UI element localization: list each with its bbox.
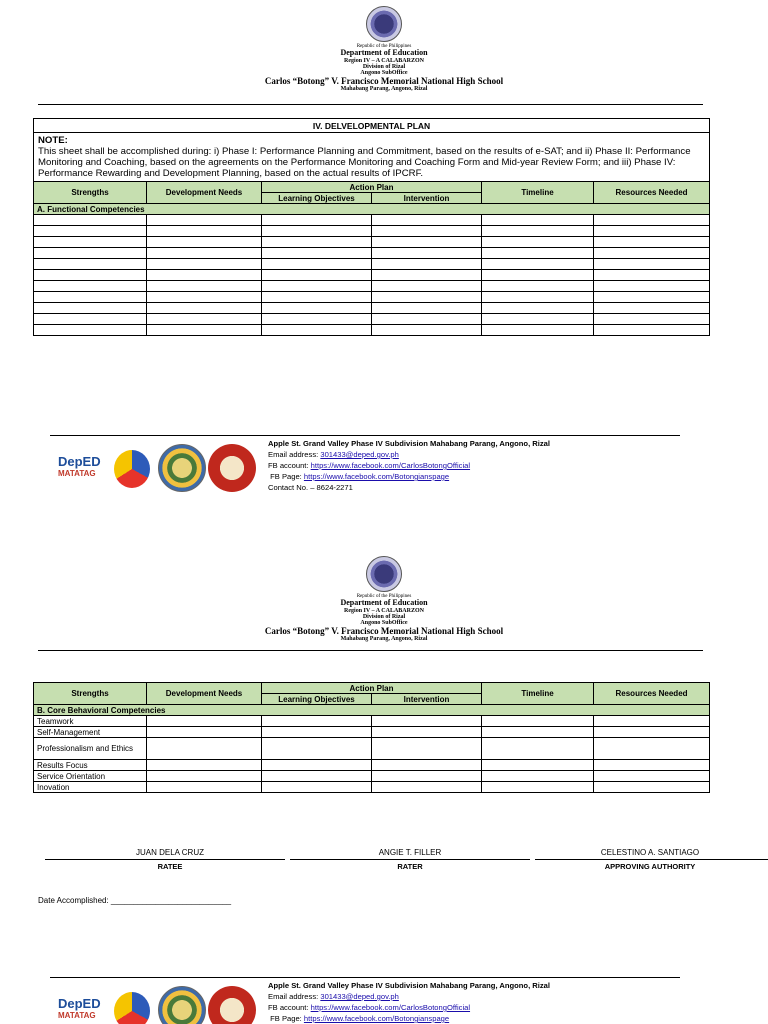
- letterhead: [0, 6, 768, 92]
- ratee-line: [45, 859, 285, 860]
- table-row: [34, 760, 710, 771]
- competency-label: Inovation: [34, 782, 147, 793]
- fb-account-label: FB account:: [268, 1003, 311, 1012]
- section-functional: A. Functional Competencies: [34, 204, 710, 215]
- footer: [50, 438, 690, 508]
- cell[interactable]: [262, 325, 372, 336]
- cell[interactable]: [482, 771, 594, 782]
- competency-label: Professionalism and Ethics: [34, 738, 147, 760]
- rater-role-block: [310, 862, 510, 871]
- cell[interactable]: [482, 259, 594, 270]
- cell[interactable]: [594, 237, 710, 248]
- date-accomplished[interactable]: Date Accomplished: ___________________________: [38, 896, 232, 905]
- deped-seal-icon: [366, 556, 402, 592]
- cell[interactable]: [34, 215, 147, 226]
- cell[interactable]: [372, 259, 482, 270]
- cell[interactable]: [262, 281, 372, 292]
- fb-account-label: FB account:: [268, 461, 311, 470]
- cell[interactable]: [372, 237, 482, 248]
- table-row: [34, 314, 710, 325]
- school-seal-logo: [208, 986, 256, 1024]
- footer-address: Apple St. Grand Valley Phase IV Subdivision Mahabang Parang, Angono, Rizal: [268, 439, 551, 448]
- cell[interactable]: [147, 760, 262, 771]
- footer-contact: [268, 980, 550, 1024]
- note-text: This sheet shall be accomplished during: i) Phase I: Performance Planning and Commitment, based on the results of e-SAT; and ii) Phase II: Performance Monitoring and Coaching, based on the agreements on the Performance Monitoring and Coaching Form and Mid-year Review Form; and iii) Phase IV: Performance Rewarding and Development Planning, based on the actual results of IPCRF.: [38, 146, 691, 179]
- ratee-role-block: [70, 862, 270, 871]
- cell[interactable]: [482, 314, 594, 325]
- email-link[interactable]: 301433@deped.gov.ph: [320, 450, 399, 459]
- ratee-name: JUAN DELA CRUZ: [135, 848, 204, 857]
- school-address: Mahabang Parang, Angono, Rizal: [340, 635, 428, 642]
- cell[interactable]: [262, 259, 372, 270]
- cell[interactable]: [372, 226, 482, 237]
- section-core-behavioral: B. Core Behavioral Competencies: [34, 705, 710, 716]
- cell[interactable]: [594, 325, 710, 336]
- header-divider-2: [38, 650, 703, 651]
- table-row: [34, 716, 710, 727]
- fb-page-label: FB Page:: [270, 472, 304, 481]
- email-label: Email address:: [268, 992, 321, 1001]
- cell[interactable]: [34, 292, 147, 303]
- fb-account-link[interactable]: https://www.facebook.com/CarlosBotongOfficial: [310, 461, 471, 470]
- cell[interactable]: [147, 325, 262, 336]
- ratee-role: RATEE: [157, 862, 183, 871]
- cell[interactable]: [147, 771, 262, 782]
- core-competencies-table: [33, 682, 710, 793]
- competency-label: Results Focus: [34, 760, 147, 771]
- cell[interactable]: [372, 314, 482, 325]
- cell[interactable]: [594, 760, 710, 771]
- cell[interactable]: [34, 248, 147, 259]
- table-row: [34, 270, 710, 281]
- cell[interactable]: [262, 727, 372, 738]
- approver-line: [535, 859, 768, 860]
- approver-name: CELESTINO A. SANTIAGO: [600, 848, 700, 857]
- republic-text: Republic of the Philippines: [356, 44, 412, 49]
- table-row: [34, 325, 710, 336]
- cell[interactable]: [262, 782, 372, 793]
- cell[interactable]: [262, 303, 372, 314]
- col-resources-needed: Resources Needed: [594, 182, 710, 204]
- footer-2: [50, 980, 690, 1024]
- cell[interactable]: [262, 248, 372, 259]
- cell[interactable]: [372, 325, 482, 336]
- cell[interactable]: [594, 248, 710, 259]
- cell[interactable]: [482, 727, 594, 738]
- cell[interactable]: [147, 226, 262, 237]
- cell[interactable]: [34, 303, 147, 314]
- cell[interactable]: [372, 782, 482, 793]
- suboffice-text: Angono SubOffice: [360, 70, 408, 77]
- col-development-needs: Development Needs: [147, 683, 262, 705]
- cell[interactable]: [34, 259, 147, 270]
- cell[interactable]: [594, 215, 710, 226]
- cell[interactable]: [147, 281, 262, 292]
- cell[interactable]: [594, 782, 710, 793]
- cell[interactable]: [482, 716, 594, 727]
- contact-number: Contact No. – 8624-2271: [268, 483, 353, 492]
- cell[interactable]: [372, 248, 482, 259]
- col-strengths: Strengths: [34, 182, 147, 204]
- cell[interactable]: [262, 738, 372, 760]
- cell[interactable]: [594, 270, 710, 281]
- header-divider: [38, 104, 703, 105]
- table-row: [34, 248, 710, 259]
- col-development-needs: Development Needs: [147, 182, 262, 204]
- col-strengths: Strengths: [34, 683, 147, 705]
- division-seal-logo: [158, 986, 206, 1024]
- cell[interactable]: [482, 237, 594, 248]
- cell[interactable]: [594, 727, 710, 738]
- cell[interactable]: [594, 259, 710, 270]
- cell[interactable]: [262, 270, 372, 281]
- matatag-logo-text: MATATAG: [58, 469, 96, 478]
- footer-logos: [58, 986, 268, 1024]
- col-intervention: Intervention: [372, 694, 482, 705]
- cell[interactable]: [482, 325, 594, 336]
- division-seal-logo: [158, 444, 206, 492]
- table-row: [34, 226, 710, 237]
- cell[interactable]: [372, 303, 482, 314]
- deped-seal-icon: [366, 6, 402, 42]
- table-row: [34, 292, 710, 303]
- cell[interactable]: [482, 760, 594, 771]
- table-row: [34, 782, 710, 793]
- cell[interactable]: [482, 215, 594, 226]
- col-timeline: Timeline: [482, 182, 594, 204]
- deped-matatag-logo: [58, 454, 106, 484]
- department-text: Department of Education: [340, 598, 428, 608]
- ratee-block: [70, 848, 270, 857]
- cell[interactable]: [594, 226, 710, 237]
- school-name: Carlos “Botong” V. Francisco Memorial National High School: [264, 625, 504, 636]
- cell[interactable]: [594, 771, 710, 782]
- cell[interactable]: [372, 281, 482, 292]
- cell[interactable]: [482, 226, 594, 237]
- cell[interactable]: [594, 292, 710, 303]
- deped-logo-text: DepED: [58, 454, 101, 469]
- school-seal-logo: [208, 444, 256, 492]
- cell[interactable]: [372, 716, 482, 727]
- cell[interactable]: [262, 314, 372, 325]
- cell[interactable]: [147, 727, 262, 738]
- col-learning-objectives: Learning Objectives: [262, 694, 372, 705]
- col-action-plan: Action Plan: [262, 182, 482, 193]
- cell[interactable]: [372, 270, 482, 281]
- cell[interactable]: [34, 226, 147, 237]
- cell[interactable]: [594, 314, 710, 325]
- rater-line: [290, 859, 530, 860]
- cell[interactable]: [482, 738, 594, 760]
- approver-block: [550, 848, 750, 857]
- bagong-pilipinas-logo: [114, 450, 150, 488]
- cell[interactable]: [262, 716, 372, 727]
- cell[interactable]: [147, 782, 262, 793]
- fb-account-link[interactable]: https://www.facebook.com/CarlosBotongOfficial: [310, 1003, 471, 1012]
- cell[interactable]: [147, 738, 262, 760]
- competency-label: Teamwork: [34, 716, 147, 727]
- rater-role: RATER: [397, 862, 423, 871]
- region-text: Region IV – A CALABARZON: [344, 57, 424, 64]
- cell[interactable]: [262, 215, 372, 226]
- table-row: [34, 727, 710, 738]
- table-row: [34, 215, 710, 226]
- footer-divider-2: [50, 977, 680, 978]
- plan-title: IV. DELVELOPMENTAL PLAN: [34, 119, 710, 133]
- division-text: Division of Rizal: [362, 63, 406, 70]
- approver-role: APPROVING AUTHORITY: [604, 862, 696, 871]
- school-address: Mahabang Parang, Angono, Rizal: [340, 85, 428, 92]
- cell[interactable]: [147, 215, 262, 226]
- col-timeline: Timeline: [482, 683, 594, 705]
- cell[interactable]: [34, 237, 147, 248]
- cell[interactable]: [482, 782, 594, 793]
- development-plan-table: [33, 118, 710, 336]
- cell[interactable]: [262, 237, 372, 248]
- cell[interactable]: [372, 727, 482, 738]
- cell[interactable]: [147, 292, 262, 303]
- cell[interactable]: [34, 281, 147, 292]
- competency-label: Self-Management: [34, 727, 147, 738]
- suboffice-text: Angono SubOffice: [360, 620, 408, 627]
- letterhead-2: [0, 556, 768, 642]
- division-text: Division of Rizal: [362, 613, 406, 620]
- table-row: [34, 303, 710, 314]
- footer-address: Apple St. Grand Valley Phase IV Subdivision Mahabang Parang, Angono, Rizal: [268, 981, 551, 990]
- cell[interactable]: [594, 303, 710, 314]
- cell[interactable]: [262, 226, 372, 237]
- cell[interactable]: [372, 292, 482, 303]
- cell[interactable]: [147, 303, 262, 314]
- cell[interactable]: [594, 281, 710, 292]
- col-action-plan: Action Plan: [262, 683, 482, 694]
- table-row: [34, 237, 710, 248]
- cell[interactable]: [482, 303, 594, 314]
- matatag-logo-text: MATATAG: [58, 1011, 96, 1020]
- cell[interactable]: [372, 771, 482, 782]
- table-row: [34, 281, 710, 292]
- note-block: [34, 133, 710, 182]
- table-row: [34, 259, 710, 270]
- cell[interactable]: [34, 325, 147, 336]
- fb-page-link[interactable]: https://www.facebook.com/Botongianspage: [303, 1014, 450, 1023]
- cell[interactable]: [482, 248, 594, 259]
- cell[interactable]: [262, 292, 372, 303]
- cell[interactable]: [147, 237, 262, 248]
- fb-page-label: FB Page:: [270, 1014, 304, 1023]
- republic-text: Republic of the Philippines: [356, 594, 412, 599]
- cell[interactable]: [147, 716, 262, 727]
- cell[interactable]: [482, 292, 594, 303]
- cell[interactable]: [262, 760, 372, 771]
- email-label: Email address:: [268, 450, 321, 459]
- cell[interactable]: [147, 270, 262, 281]
- deped-logo-text: DepED: [58, 996, 101, 1011]
- footer-divider: [50, 435, 680, 436]
- cell[interactable]: [147, 259, 262, 270]
- col-learning-objectives: Learning Objectives: [262, 193, 372, 204]
- cell[interactable]: [34, 314, 147, 325]
- cell[interactable]: [482, 270, 594, 281]
- bagong-pilipinas-logo: [114, 992, 150, 1024]
- cell[interactable]: [594, 716, 710, 727]
- cell[interactable]: [147, 314, 262, 325]
- note-label: NOTE:: [38, 135, 68, 146]
- cell[interactable]: [372, 738, 482, 760]
- email-link[interactable]: 301433@deped.gov.ph: [320, 992, 399, 1001]
- rater-name: ANGIE T. FILLER: [378, 848, 442, 857]
- deped-matatag-logo: [58, 996, 106, 1024]
- col-intervention: Intervention: [372, 193, 482, 204]
- cell[interactable]: [372, 760, 482, 771]
- col-resources-needed: Resources Needed: [594, 683, 710, 705]
- footer-logos: [58, 444, 268, 494]
- cell[interactable]: [34, 270, 147, 281]
- footer-contact: [268, 438, 550, 493]
- competency-label: Service Orientation: [34, 771, 147, 782]
- department-text: Department of Education: [340, 48, 428, 58]
- cell[interactable]: [594, 738, 710, 760]
- school-name: Carlos “Botong” V. Francisco Memorial National High School: [264, 75, 504, 86]
- cell[interactable]: [372, 215, 482, 226]
- cell[interactable]: [147, 248, 262, 259]
- fb-page-link[interactable]: https://www.facebook.com/Botongianspage: [303, 472, 450, 481]
- approver-role-block: [550, 862, 750, 871]
- rater-block: [310, 848, 510, 857]
- cell[interactable]: [262, 771, 372, 782]
- cell[interactable]: [482, 281, 594, 292]
- region-text: Region IV – A CALABARZON: [344, 607, 424, 614]
- table-row: [34, 738, 710, 760]
- table-row: [34, 771, 710, 782]
